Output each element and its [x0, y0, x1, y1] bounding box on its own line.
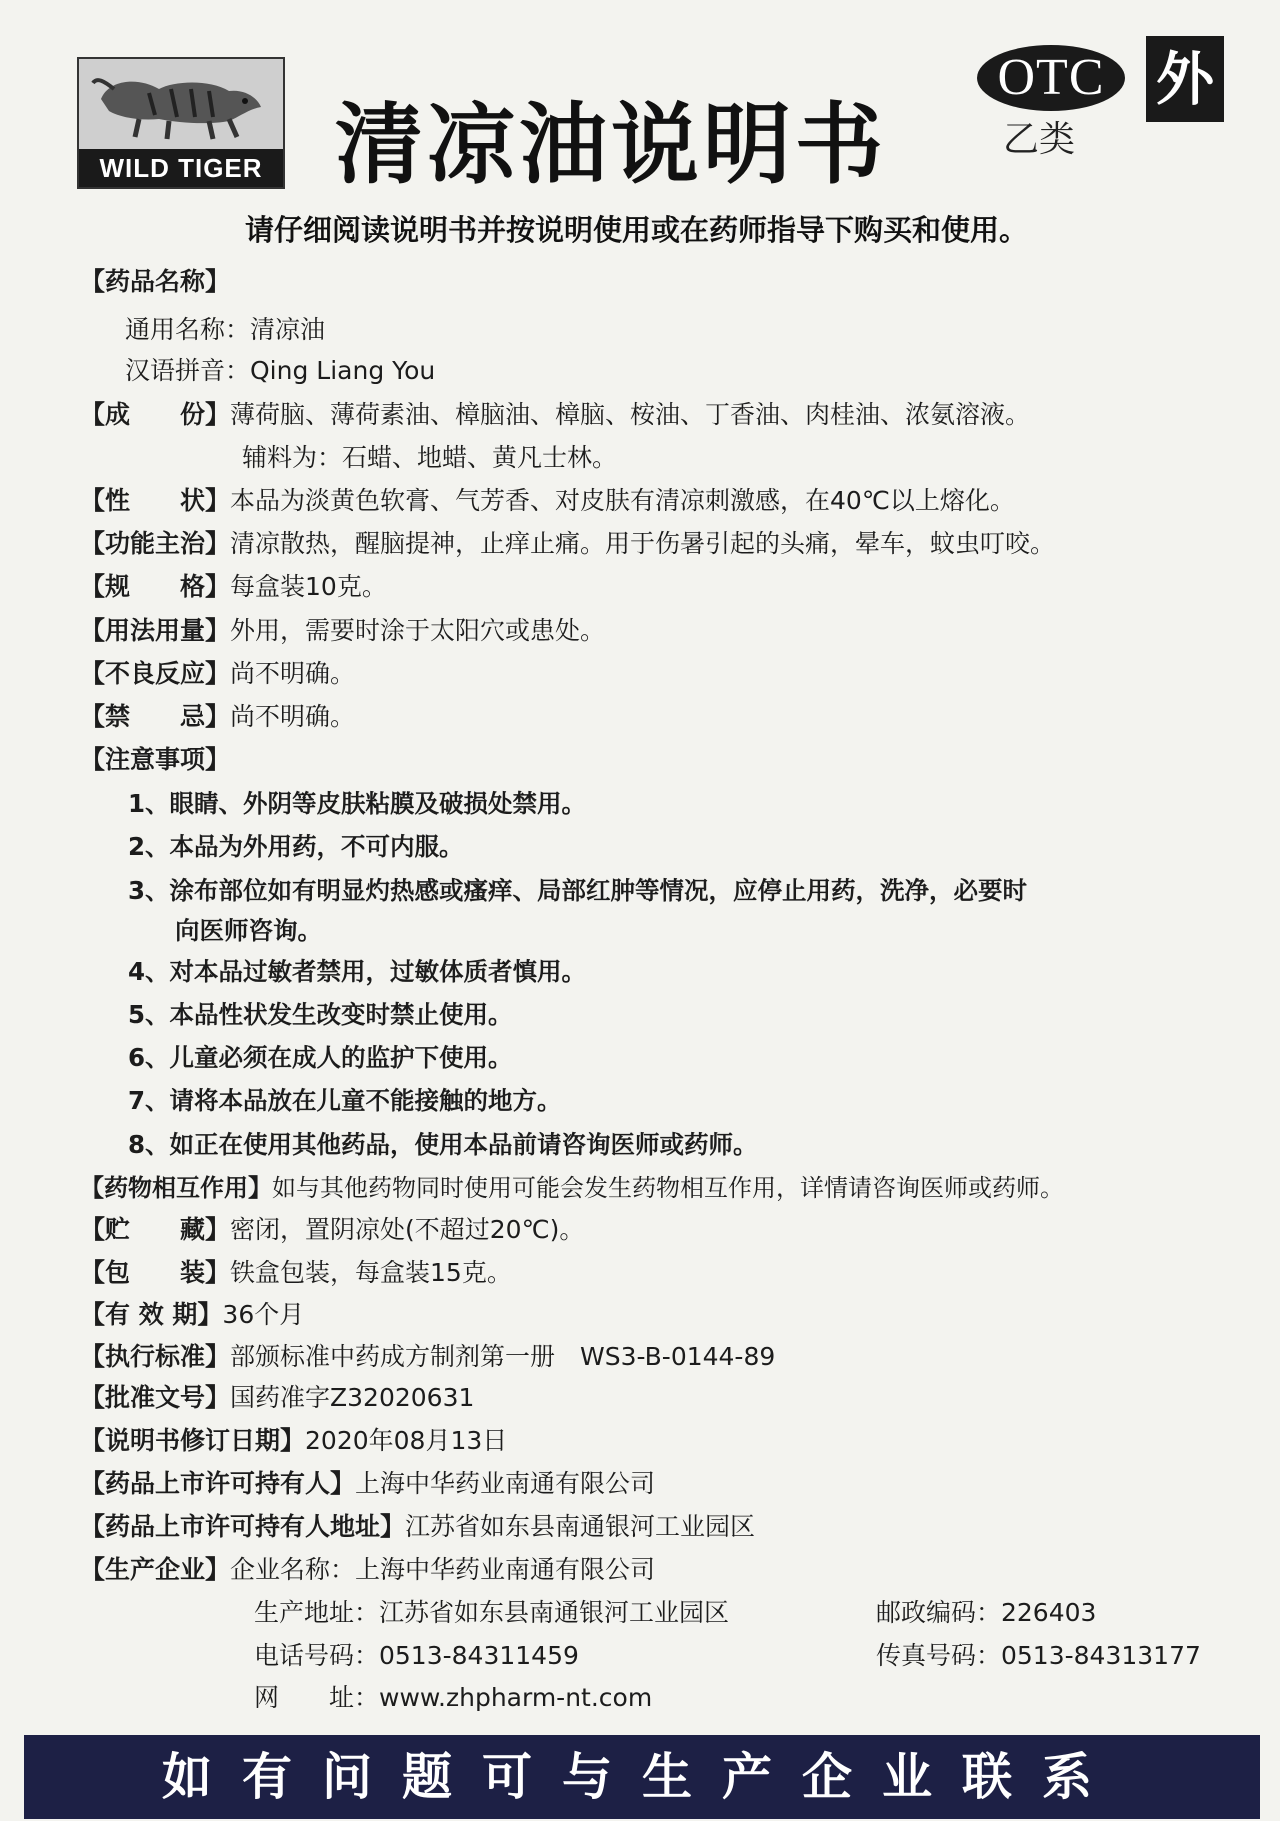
interactions-label: 【药物相互作用】 — [80, 1174, 272, 1202]
holder-row — [80, 1467, 655, 1501]
storage-label: 【贮 藏】 — [80, 1215, 231, 1244]
contraindications-value: 尚不明确。 — [230, 702, 356, 731]
ingredients-value: 薄荷脑、薄荷素油、樟脑油、樟脑、桉油、丁香油、肉桂油、浓氨溶液。 — [230, 400, 1031, 429]
precaution-item: 2、本品为外用药，不可内服。 — [128, 832, 464, 861]
holder-label: 【药品上市许可持有人】 — [80, 1469, 356, 1498]
drug-name-label: 【药品名称】 — [80, 267, 231, 296]
precaution-item: 4、对本品过敏者禁用，过敏体质者慎用。 — [128, 957, 587, 986]
precautions-row — [80, 743, 230, 777]
interactions-value: 如与其他药物同时使用可能会发生药物相互作用，详情请咨询医师或药师。 — [272, 1174, 1064, 1202]
contact-footer-banner: 如有问题可与生产企业联系 — [24, 1735, 1260, 1819]
precaution-item: 5、本品性状发生改变时禁止使用。 — [128, 1000, 513, 1029]
ingredients-label: 【成 份】 — [80, 400, 231, 429]
contraindications-row — [80, 700, 355, 734]
approval-value: 国药准字Z32020631 — [230, 1383, 475, 1412]
adverse-reactions-row — [80, 657, 355, 691]
otc-badge: OTC — [977, 45, 1125, 111]
wild-tiger-logo — [77, 57, 285, 189]
indications-value: 清凉散热，醒脑提神，止痒止痛。用于伤暑引起的头痛，晕车，蚊虫叮咬。 — [230, 529, 1056, 558]
package-value: 铁盒包装，每盒装15克。 — [230, 1258, 512, 1287]
validity-row — [80, 1298, 304, 1332]
drug-name-row — [80, 265, 230, 299]
character-value: 本品为淡黄色软膏、气芳香、对皮肤有清凉刺激感，在40℃以上熔化。 — [230, 486, 1015, 515]
contraindications-label: 【禁 忌】 — [80, 702, 231, 731]
manufacturer-label: 【生产企业】 — [80, 1555, 231, 1584]
holder-address-row — [80, 1510, 755, 1544]
storage-row — [80, 1213, 584, 1247]
generic-name: 通用名称：清凉油 — [125, 315, 326, 344]
specification-label: 【规 格】 — [80, 572, 231, 601]
validity-value: 36个月 — [222, 1300, 305, 1329]
logo-text: WILD TIGER — [79, 149, 283, 187]
package-row — [80, 1256, 512, 1290]
page-title: 清凉油说明书 — [335, 93, 888, 196]
excipients: 辅料为：石蜡、地蜡、黄凡士林。 — [242, 443, 618, 472]
external-use-badge: 外 — [1146, 36, 1224, 122]
specification-value: 每盒装10克。 — [230, 572, 387, 601]
dosage-label: 【用法用量】 — [80, 616, 231, 645]
manufacturer-phone: 电话号码：0513-84311459 — [254, 1641, 579, 1670]
standard-row — [80, 1340, 775, 1374]
standard-label: 【执行标准】 — [80, 1342, 231, 1371]
standard-value: 部颁标准中药成方制剂第一册 WS3-B-0144-89 — [230, 1342, 776, 1371]
manufacturer-name: 企业名称：上海中华药业南通有限公司 — [230, 1555, 656, 1584]
holder-address-label: 【药品上市许可持有人地址】 — [80, 1512, 406, 1541]
character-label: 【性 状】 — [80, 486, 231, 515]
indications-label: 【功能主治】 — [80, 529, 231, 558]
dosage-value: 外用，需要时涂于太阳穴或患处。 — [230, 616, 606, 645]
precaution-item-continued: 向医师咨询。 — [175, 916, 322, 945]
holder-address-value: 江苏省如东县南通银河工业园区 — [405, 1512, 756, 1541]
precaution-item: 6、儿童必须在成人的监护下使用。 — [128, 1043, 513, 1072]
manufacturer-row — [80, 1553, 655, 1587]
manufacturer-website: 网 址：www.zhpharm-nt.com — [254, 1683, 653, 1712]
ingredients-row — [80, 398, 1030, 432]
approval-label: 【批准文号】 — [80, 1383, 231, 1412]
approval-row — [80, 1381, 474, 1415]
pinyin-name: 汉语拼音：Qing Liang You — [125, 356, 436, 385]
revision-row — [80, 1424, 507, 1458]
subtitle: 请仔细阅读说明书并按说明使用或在药师指导下购买和使用。 — [245, 213, 1029, 247]
character-row — [80, 484, 1015, 518]
adverse-reactions-label: 【不良反应】 — [80, 659, 231, 688]
validity-label: 【有 效 期】 — [80, 1300, 223, 1329]
manufacturer-fax: 传真号码：0513-84313177 — [876, 1641, 1201, 1670]
precaution-item: 3、涂布部位如有明显灼热感或瘙痒、局部红肿等情况，应停止用药，洗净，必要时 — [128, 876, 1028, 905]
holder-value: 上海中华药业南通有限公司 — [355, 1469, 656, 1498]
interactions-row — [80, 1171, 1064, 1205]
precautions-label: 【注意事项】 — [80, 745, 231, 774]
dosage-row — [80, 614, 605, 648]
adverse-reactions-value: 尚不明确。 — [230, 659, 356, 688]
manufacturer-address: 生产地址：江苏省如东县南通银河工业园区 — [254, 1598, 730, 1627]
revision-value: 2020年08月13日 — [305, 1426, 508, 1455]
specification-row — [80, 570, 387, 604]
manufacturer-postcode: 邮政编码：226403 — [876, 1598, 1097, 1627]
storage-value: 密闭，置阴凉处(不超过20℃)。 — [230, 1215, 585, 1244]
precaution-item: 8、如正在使用其他药品，使用本品前请咨询医师或药师。 — [128, 1130, 758, 1159]
tiger-icon — [79, 59, 283, 149]
category-label: 乙类 — [1003, 119, 1076, 160]
precaution-item: 7、请将本品放在儿童不能接触的地方。 — [128, 1086, 562, 1115]
package-label: 【包 装】 — [80, 1258, 231, 1287]
revision-label: 【说明书修订日期】 — [80, 1426, 306, 1455]
indications-row — [80, 527, 1055, 561]
precaution-item: 1、眼睛、外阴等皮肤粘膜及破损处禁用。 — [128, 789, 587, 818]
